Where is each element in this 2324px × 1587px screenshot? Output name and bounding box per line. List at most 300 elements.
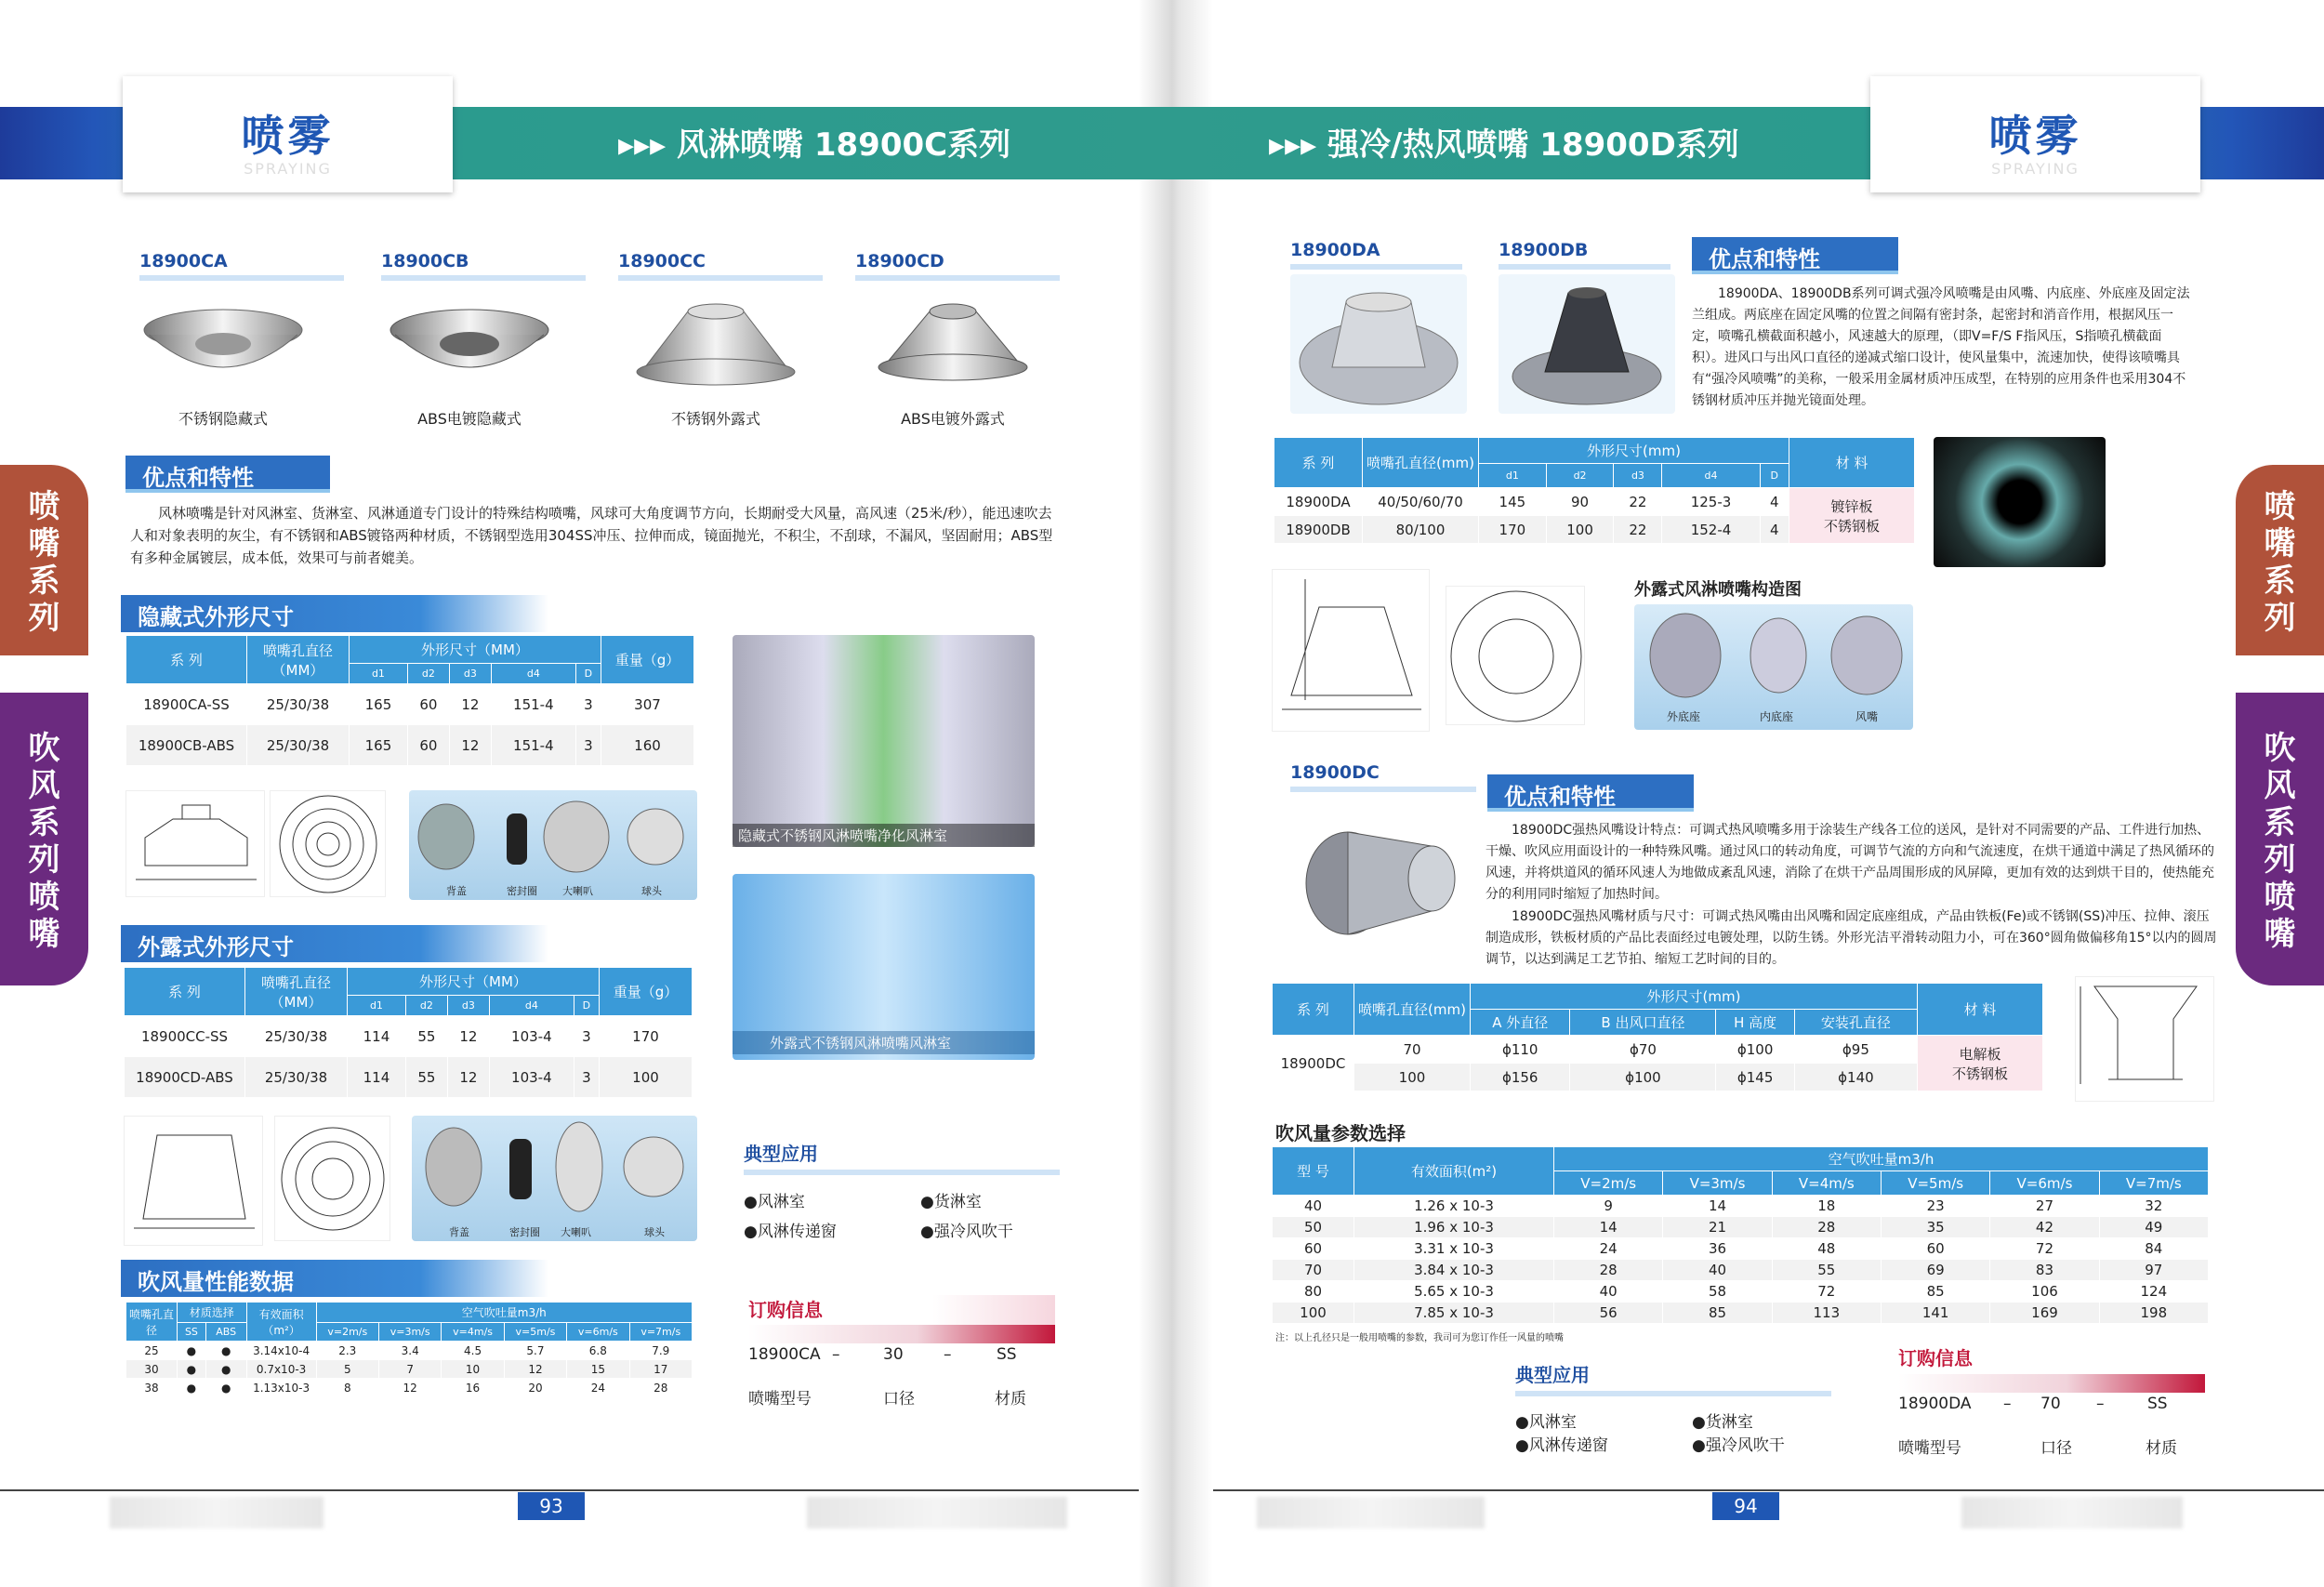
cell: 20 <box>504 1379 566 1397</box>
dc-features-heading: 优点和特性 <box>1487 774 1694 812</box>
cell: 151-4 <box>491 684 575 725</box>
cell: 12 <box>447 1057 489 1098</box>
ht-h-weight: 重量（g） <box>601 636 694 684</box>
et-sub-d: D <box>574 996 599 1016</box>
dc-text-2: 18900DC强热风嘴材质与尺寸：可调式热风嘴由出风嘴和固定底座组成，产品由铁板(Fe)或不锈钢(SS)冲压、拉伸、滚压制造成形，铁板材质的产品比表面经过电镀处理，以防生锈。外形光洁平滑转动阻力小，可在360°圆角做偏移角15°以内的圆周调节，以达到满足工艺节拍、缩短工艺时间的目的。 <box>1486 909 2217 967</box>
cell: 103-4 <box>489 1016 574 1057</box>
cell: 3.4 <box>378 1342 441 1360</box>
db-nozzle-illustration <box>1499 274 1675 414</box>
cell: 125-3 <box>1662 488 1760 516</box>
hidden-airshower-photo <box>733 635 1035 847</box>
cell: 1.13x10-3 <box>246 1379 316 1397</box>
da-top-drawing <box>1446 586 1585 725</box>
pt-sp-1: v=2m/s <box>316 1323 378 1342</box>
table-row <box>126 1379 693 1397</box>
da-features-text: 18900DA、18900DB系列可调式强冷风喷嘴是由风嘴、内底座、外底座及固定法兰组成。两底座在固定风嘴的位置之间隔有密封条，起密封和消音作用，根据风压一定，喷嘴孔横截面积越小，风速越大的原理，（即V=F/S F指风压，S指喷孔横截面积）。进风口与出风口直径的递减式缩口设计，使风量集中，流速加快，使得该喷嘴具有“强冷风喷嘴”的美称，一般采用金属材质冲压成型，在特别的应用条件也采用304不锈钢材质冲压并抛光镜面处理。 <box>1692 286 2190 408</box>
cell: ϕ140 <box>1794 1064 1917 1091</box>
dct-h-dims: 外形尺寸(mm) <box>1471 984 1918 1010</box>
cell: ϕ95 <box>1794 1036 1917 1064</box>
cell: 8 <box>316 1379 378 1397</box>
left-app-4: ●强冷风吹干 <box>920 1223 1013 1241</box>
right-app-2: ●货淋室 <box>1692 1413 1753 1432</box>
cell: 18 <box>1772 1196 1881 1217</box>
exposed-top-drawing <box>274 1116 390 1241</box>
et-h-series: 系 列 <box>125 968 245 1016</box>
right-app-1: ●风淋室 <box>1515 1413 1577 1432</box>
cell: 60 <box>1881 1238 1989 1260</box>
da-features-heading: 优点和特性 <box>1692 237 1898 274</box>
cell: 60 <box>407 725 449 766</box>
cell: 3 <box>574 1016 599 1057</box>
product-code-ca: 18900CA <box>139 251 344 281</box>
cell: 5 <box>316 1360 378 1379</box>
part-label-4: 球头 <box>641 885 662 897</box>
part-label-2: 密封圈 <box>507 885 537 897</box>
right-order-label-size: 口径 <box>2040 1439 2072 1458</box>
table-row <box>1273 1281 2209 1303</box>
hidden-dims-table <box>125 635 694 766</box>
nozzle-cb-image <box>386 298 553 395</box>
table-row <box>125 1057 693 1098</box>
right-app-3: ●风淋传递窗 <box>1515 1436 1608 1455</box>
table-row <box>1273 1238 2209 1260</box>
cell: 21 <box>1663 1217 1772 1238</box>
right-order-heading: 订购信息 <box>1898 1347 1973 1369</box>
footer-blur-4 <box>1961 1497 2183 1528</box>
cell: 28 <box>1772 1217 1881 1238</box>
side-tab-right-1 <box>2236 465 2324 655</box>
product-code-cb: 18900CB <box>381 251 586 281</box>
cell: 103-4 <box>489 1057 574 1098</box>
cell: 1.96 x 10-3 <box>1354 1217 1554 1238</box>
cell: 3.31 x 10-3 <box>1354 1238 1554 1260</box>
nozzle-cc-image <box>632 293 799 395</box>
exposed-photo-caption: 外露式不锈钢风淋喷嘴风淋室 <box>733 1031 1035 1054</box>
left-order-heading: 订购信息 <box>748 1295 1055 1326</box>
ft-h-area: 有效面积(m²) <box>1354 1147 1554 1196</box>
cell: 152-4 <box>1662 516 1760 544</box>
cell: ● <box>205 1379 246 1397</box>
left-order-sep1: – <box>832 1345 840 1364</box>
cell: 38 <box>126 1379 178 1397</box>
cell: 40 <box>1273 1196 1354 1217</box>
cell: 56 <box>1554 1303 1663 1324</box>
cell: 5.65 x 10-3 <box>1354 1281 1554 1303</box>
cell: 40/50/60/70 <box>1363 488 1479 516</box>
side-tab-left-2 <box>0 693 88 985</box>
nozzle-ca-image <box>139 298 307 395</box>
ft-sp-1: V=2m/s <box>1554 1171 1663 1196</box>
cell: 12 <box>378 1379 441 1397</box>
cell: 25/30/38 <box>245 1016 348 1057</box>
product-caption-ca: 不锈钢隐藏式 <box>178 410 268 428</box>
cell: 60 <box>1273 1238 1354 1260</box>
cell: 18900CB-ABS <box>126 725 247 766</box>
right-order-underline <box>1898 1374 2205 1393</box>
cell: 25/30/38 <box>247 684 350 725</box>
cell: 12 <box>504 1360 566 1379</box>
dat-sub-d4: d4 <box>1662 464 1760 488</box>
dat-h-dims: 外形尺寸(mm) <box>1479 438 1789 464</box>
cell: 170 <box>600 1016 693 1057</box>
cell: 2.3 <box>316 1342 378 1360</box>
cell: 4.5 <box>442 1342 504 1360</box>
cell: 电解板 不锈钢板 <box>1918 1036 2043 1091</box>
table-row <box>1273 1217 2209 1238</box>
exposed-part-label-4: 球头 <box>644 1226 665 1238</box>
table-row <box>1273 1036 2043 1064</box>
right-order-model: 18900DA <box>1898 1395 1972 1413</box>
logo-right-zh: 喷雾 <box>1988 111 2082 161</box>
et-sub-d4: d4 <box>489 996 574 1016</box>
cell: 35 <box>1881 1217 1989 1238</box>
exposed-parts-photo <box>412 1116 697 1241</box>
cell: 7.85 x 10-3 <box>1354 1303 1554 1324</box>
pt-sp-5: v=6m/s <box>567 1323 629 1342</box>
cell: 90 <box>1546 488 1614 516</box>
perf-table <box>125 1302 693 1397</box>
ht-sub-d1: d1 <box>350 664 408 684</box>
exposed-part-label-1: 背盖 <box>449 1226 469 1238</box>
ht-sub-d4: d4 <box>491 664 575 684</box>
hidden-side-drawing <box>125 790 265 897</box>
left-features-text: 风林喷嘴是针对风淋室、货淋室、风淋通道专门设计的特殊结构喷嘴，风球可大角度调节方向，长期耐受大风量，高风速（25米/秒），能迅速吹去人和对象表明的灰尘，有不锈钢和ABS镀铬两种材质，不锈钢型选用304SS冲压、拉伸而成，镜面抛光，不积尘，不刮球，不漏风，坚固耐用；ABS型有多种金属镀层，成本低，效果可与前者媲美。 <box>130 505 1053 566</box>
cell: 145 <box>1479 488 1547 516</box>
left-order-model: 18900CA <box>748 1345 821 1364</box>
da-table <box>1274 437 1915 544</box>
cell: 165 <box>350 725 408 766</box>
cell: 3 <box>575 725 601 766</box>
cell: 3.84 x 10-3 <box>1354 1260 1554 1281</box>
table-row <box>1274 488 1915 516</box>
cell: 22 <box>1614 516 1662 544</box>
right-order-label-model: 喷嘴型号 <box>1898 1439 1961 1458</box>
cell: 7.9 <box>629 1342 692 1360</box>
cell: 14 <box>1554 1217 1663 1238</box>
da-photo <box>1290 274 1467 414</box>
left-order-label-model: 喷嘴型号 <box>748 1390 812 1408</box>
cell: 55 <box>405 1057 447 1098</box>
pt-sp-3: v=4m/s <box>442 1323 504 1342</box>
hidden-dims-heading: 隐藏式外形尺寸 <box>121 595 548 632</box>
cell: ϕ156 <box>1471 1064 1570 1091</box>
right-page-title: ▸▸▸ 强冷/热风喷嘴 18900D系列 <box>1269 126 1739 164</box>
cell: 100 <box>1273 1303 1354 1324</box>
cell: 25 <box>126 1342 178 1360</box>
left-order-label-size: 口径 <box>883 1390 915 1408</box>
exposed-part-label-2: 密封圈 <box>509 1226 540 1238</box>
cell: 27 <box>1990 1196 2099 1217</box>
cell: 1.26 x 10-3 <box>1354 1196 1554 1217</box>
side-tab-right-2 <box>2236 693 2324 985</box>
hidden-top-drawing <box>270 790 386 897</box>
right-app-4: ●强冷风吹干 <box>1692 1436 1785 1455</box>
footer-blur-3 <box>1257 1497 1485 1528</box>
exposed-dims-heading: 外露式外形尺寸 <box>121 925 548 962</box>
cell: 15 <box>567 1360 629 1379</box>
tunnel-photo <box>1934 437 2106 567</box>
cell: 113 <box>1772 1303 1881 1324</box>
dct-h-dia: 喷嘴孔直径(mm) <box>1354 984 1471 1036</box>
cell: 16 <box>442 1379 504 1397</box>
product-code-dc: 18900DC <box>1290 762 1476 792</box>
pt-sp-4: v=5m/s <box>504 1323 566 1342</box>
table-row <box>126 1360 693 1379</box>
et-h-dims: 外形尺寸（MM） <box>348 968 600 996</box>
footer-line-left <box>0 1489 1139 1491</box>
cell: ● <box>178 1360 206 1379</box>
left-app-3: ●风淋传递窗 <box>744 1223 837 1241</box>
cell: 100 <box>600 1057 693 1098</box>
product-code-da: 18900DA <box>1290 240 1462 270</box>
exposed-airshower-photo <box>733 874 1035 1060</box>
exposed-part-label-3: 大喇叭 <box>561 1226 591 1238</box>
cell: ● <box>178 1342 206 1360</box>
product-code-db: 18900DB <box>1499 240 1670 270</box>
cell: 50 <box>1273 1217 1354 1238</box>
cell: 3 <box>575 684 601 725</box>
cell: 114 <box>348 1016 406 1057</box>
cell: ● <box>178 1379 206 1397</box>
part-label-1: 背盖 <box>446 885 467 897</box>
ft-sp-4: V=5m/s <box>1881 1171 1989 1196</box>
pt-h-area: 有效面积（m²） <box>246 1303 316 1342</box>
left-app-2: ●货淋室 <box>920 1193 982 1211</box>
cell: 100 <box>1546 516 1614 544</box>
right-app-heading: 典型应用 <box>1515 1360 1831 1396</box>
struct-part-2: 内底座 <box>1760 710 1794 723</box>
flow-table <box>1272 1146 2209 1324</box>
cell: 18900CA-SS <box>126 684 247 725</box>
cell: 3.14x10-4 <box>246 1342 316 1360</box>
logo-right-en: SPRAYING <box>1991 160 2080 178</box>
dc-nozzle-image <box>1292 809 1473 939</box>
struct-parts-photo <box>1634 604 1913 730</box>
cell: 97 <box>2099 1260 2208 1281</box>
product-caption-cc: 不锈钢外露式 <box>670 410 760 428</box>
cell: 55 <box>1772 1260 1881 1281</box>
cell: 9 <box>1554 1196 1663 1217</box>
ft-sp-3: V=4m/s <box>1772 1171 1881 1196</box>
dct-h-mat: 材 料 <box>1918 984 2043 1036</box>
dc-drawing <box>2075 976 2214 1102</box>
dc-text-1: 18900DC强热风嘴设计特点：可调式热风喷嘴多用于涂装生产线各工位的送风，是针对不同需要的产品、工件进行加热、干燥、吹风应用面设计的一种特殊风嘴。通过风口的转动角度，可调节气流的方向和气流速度，在烘干通道中满足了热风循环的风速，并将烘道风的循环风速人为地做成紊乱风速，消除了在烘干产品周围形成的风屏障，更加有效的达到烘干目的，使热能充分的利用同时缩短了加热时间。 <box>1486 823 2214 902</box>
cell: 124 <box>2099 1281 2208 1303</box>
table-row <box>1273 1196 2209 1217</box>
table-row <box>126 1342 693 1360</box>
left-order-size: 30 <box>883 1345 904 1364</box>
left-page-title: ▸▸▸ 风淋喷嘴 18900C系列 <box>618 126 1011 164</box>
cell: 18900DC <box>1273 1036 1354 1091</box>
left-app-1: ●风淋室 <box>744 1193 805 1211</box>
logo-right <box>1870 76 2200 192</box>
cell: 160 <box>601 725 694 766</box>
pt-h-mat: 材质选择 <box>178 1303 247 1323</box>
et-sub-d2: d2 <box>405 996 447 1016</box>
cell: ϕ100 <box>1570 1064 1716 1091</box>
page-number-left: 93 <box>518 1492 585 1520</box>
cell: 198 <box>2099 1303 2208 1324</box>
cell: 14 <box>1663 1196 1772 1217</box>
ft-sp-2: V=3m/s <box>1663 1171 1772 1196</box>
left-features-heading: 优点和特性 <box>125 456 330 493</box>
flow-heading: 吹风量参数选择 <box>1275 1122 1406 1144</box>
product-code-cd: 18900CD <box>855 251 1060 281</box>
right-order-label-mat: 材质 <box>2146 1439 2177 1458</box>
cell: 141 <box>1881 1303 1989 1324</box>
cell: 32 <box>2099 1196 2208 1217</box>
cell: 70 <box>1354 1036 1471 1064</box>
cell: 12 <box>449 684 491 725</box>
cell: 55 <box>405 1016 447 1057</box>
ft-sp-6: V=7m/s <box>2099 1171 2208 1196</box>
dat-sub-d2: d2 <box>1546 464 1614 488</box>
dat-h-series: 系 列 <box>1274 438 1363 488</box>
table-row <box>125 1016 693 1057</box>
cell: 25/30/38 <box>245 1057 348 1098</box>
cell: 165 <box>350 684 408 725</box>
cell: 69 <box>1881 1260 1989 1281</box>
logo-left-en: SPRAYING <box>244 160 332 178</box>
ht-h-dims: 外形尺寸（MM） <box>350 636 601 664</box>
cell: 18900CD-ABS <box>125 1057 245 1098</box>
side-tab-left-2-text: 吹风系列喷嘴 <box>28 730 60 953</box>
cell: 60 <box>407 684 449 725</box>
cell: 49 <box>2099 1217 2208 1238</box>
right-order-sep2: – <box>2096 1395 2105 1413</box>
cell: 70 <box>1273 1260 1354 1281</box>
cell: 72 <box>1772 1281 1881 1303</box>
cell: 307 <box>601 684 694 725</box>
right-order-mat: SS <box>2147 1395 2168 1413</box>
hidden-photo-caption: 隐藏式不锈钢风淋喷嘴净化风淋室 <box>733 824 1035 847</box>
cell: ϕ110 <box>1471 1036 1570 1064</box>
right-order-size: 70 <box>2040 1395 2061 1413</box>
exposed-side-drawing <box>124 1116 263 1246</box>
cell: 114 <box>348 1057 406 1098</box>
dct-sub-4: 安装孔直径 <box>1794 1010 1917 1036</box>
pt-sp-2: v=3m/s <box>378 1323 441 1342</box>
cell: 4 <box>1760 488 1789 516</box>
ft-h-flow: 空气吹吐量m3/h <box>1554 1147 2209 1171</box>
cell: 36 <box>1663 1238 1772 1260</box>
page-number-right: 94 <box>1712 1492 1779 1520</box>
db-photo <box>1499 274 1675 414</box>
cell: 0.7x10-3 <box>246 1360 316 1379</box>
cell: 28 <box>1554 1260 1663 1281</box>
book-spine <box>1139 0 1213 1587</box>
dct-h-series: 系 列 <box>1273 984 1354 1036</box>
cell: ϕ100 <box>1716 1036 1794 1064</box>
dat-sub-d3: d3 <box>1614 464 1662 488</box>
dat-sub-d: D <box>1760 464 1789 488</box>
cell: 7 <box>378 1360 441 1379</box>
left-order-mat: SS <box>997 1345 1017 1364</box>
cell: 30 <box>126 1360 178 1379</box>
pt-mat-abs: ABS <box>205 1323 246 1342</box>
dct-sub-1: A 外直径 <box>1471 1010 1570 1036</box>
struct-heading: 外露式风淋喷嘴构造图 <box>1634 580 1802 600</box>
cell: 72 <box>1990 1238 2099 1260</box>
perf-heading: 吹风量性能数据 <box>121 1260 548 1297</box>
table-row <box>126 725 694 766</box>
cell: ● <box>205 1360 246 1379</box>
product-code-cc: 18900CC <box>618 251 823 281</box>
dct-sub-3: H 高度 <box>1716 1010 1794 1036</box>
cell: 23 <box>1881 1196 1989 1217</box>
part-label-3: 大喇叭 <box>562 885 593 897</box>
cell: 12 <box>449 725 491 766</box>
dat-sub-d1: d1 <box>1479 464 1547 488</box>
cell: ϕ70 <box>1570 1036 1716 1064</box>
cell: 12 <box>447 1016 489 1057</box>
footer-blur-2 <box>807 1497 1067 1528</box>
ft-sp-5: V=6m/s <box>1990 1171 2099 1196</box>
footer-blur-1 <box>110 1497 324 1528</box>
et-h-dia: 喷嘴孔直径（MM） <box>245 968 348 1016</box>
cell: 22 <box>1614 488 1662 516</box>
cell: 58 <box>1663 1281 1772 1303</box>
ht-sub-d2: d2 <box>407 664 449 684</box>
left-order-underline <box>748 1325 1055 1343</box>
struct-part-1: 外底座 <box>1667 710 1701 723</box>
cell: 10 <box>442 1360 504 1379</box>
cell: 83 <box>1990 1260 2099 1281</box>
exposed-parts-illustration <box>412 1116 697 1241</box>
left-order-sep2: – <box>944 1345 952 1364</box>
cell: 5.7 <box>504 1342 566 1360</box>
left-order-label-mat: 材质 <box>995 1390 1026 1408</box>
cell: ϕ145 <box>1716 1064 1794 1091</box>
cell: 100 <box>1354 1064 1471 1091</box>
dct-sub-2: B 出风口直径 <box>1570 1010 1716 1036</box>
logo-left-zh: 喷雾 <box>241 111 335 161</box>
cell: 169 <box>1990 1303 2099 1324</box>
flow-note: 注：以上孔径只是一般用喷嘴的参数，我司可为您订作任一风量的喷嘴 <box>1275 1333 1564 1343</box>
cell: 18900DA <box>1274 488 1363 516</box>
cell: 40 <box>1663 1260 1772 1281</box>
dat-h-mat: 材 料 <box>1789 438 1915 488</box>
cell: ● <box>205 1342 246 1360</box>
pt-sp-6: v=7m/s <box>629 1323 692 1342</box>
hidden-parts-photo <box>409 790 697 900</box>
pt-h-flow: 空气吹吐量m3/h <box>316 1303 692 1323</box>
cell: 17 <box>629 1360 692 1379</box>
table-row <box>1273 1260 2209 1281</box>
nozzle-cd-image <box>869 293 1037 395</box>
cell: 18900CC-SS <box>125 1016 245 1057</box>
cell: 85 <box>1881 1281 1989 1303</box>
cell: 3 <box>574 1057 599 1098</box>
cell: 25/30/38 <box>247 725 350 766</box>
et-h-weight: 重量（g） <box>600 968 693 1016</box>
cell: 80 <box>1273 1281 1354 1303</box>
et-sub-d1: d1 <box>348 996 406 1016</box>
table-row <box>1273 1303 2209 1324</box>
cell: 24 <box>567 1379 629 1397</box>
ht-sub-d3: d3 <box>449 664 491 684</box>
cell: 6.8 <box>567 1342 629 1360</box>
cell: 80/100 <box>1363 516 1479 544</box>
cell: 4 <box>1760 516 1789 544</box>
cell: 170 <box>1479 516 1547 544</box>
pt-mat-ss: SS <box>178 1323 206 1342</box>
side-tab-left-1 <box>0 465 88 655</box>
exposed-dims-table <box>124 967 693 1098</box>
struct-part-3: 风嘴 <box>1855 710 1879 723</box>
cell: 85 <box>1663 1303 1772 1324</box>
side-tab-right-2-text: 吹风系列喷嘴 <box>2264 730 2296 953</box>
